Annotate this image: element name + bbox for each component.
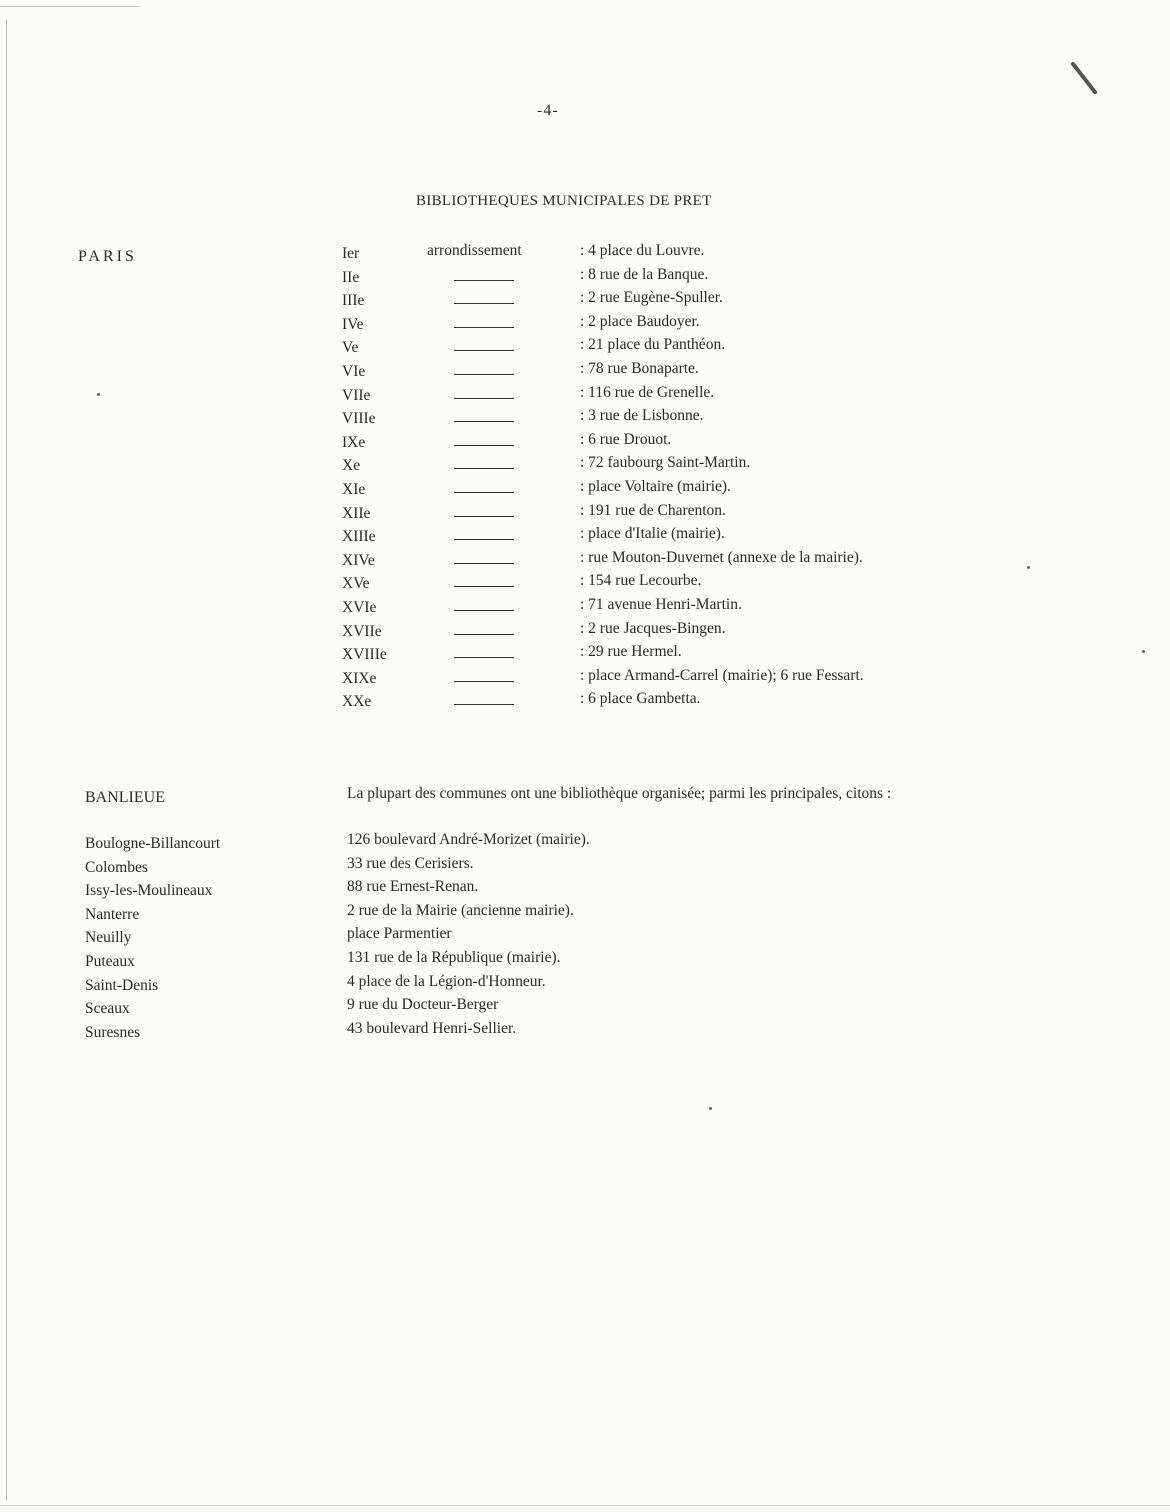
library-address: : place Armand-Carrel (mairie); 6 rue Fessart. <box>580 666 864 684</box>
speck <box>1142 650 1145 653</box>
commune-address: 88 rue Ernest-Renan. <box>347 878 479 896</box>
library-address: : 29 rue Hermel. <box>580 643 682 661</box>
section-label-banlieue: BANLIEUE <box>85 789 165 806</box>
arrondissement-number: IVe <box>342 315 364 333</box>
staple-mark <box>1070 61 1098 95</box>
ditto-line <box>454 492 514 493</box>
library-address: : 71 avenue Henri-Martin. <box>580 595 742 613</box>
arrondissement-number: XIVe <box>342 551 375 569</box>
arrondissement-number: XVe <box>342 575 370 593</box>
arrondissement-number: XIIe <box>342 504 371 522</box>
arrondissement-number: XVIIe <box>342 622 382 640</box>
ditto-line <box>454 445 514 446</box>
arrondissement-number: Xe <box>342 457 361 475</box>
library-address: : 72 faubourg Saint-Martin. <box>580 454 751 472</box>
library-address: : 8 rue de la Banque. <box>580 265 709 283</box>
ditto-line <box>454 350 514 351</box>
ditto-line <box>454 586 514 587</box>
speck <box>97 393 100 396</box>
ditto-line <box>454 681 514 682</box>
commune-address: 4 place de la Légion-d'Honneur. <box>347 972 546 990</box>
ditto-line <box>454 539 514 540</box>
commune-address: 43 boulevard Henri-Sellier. <box>347 1019 517 1037</box>
arrondissement-number: XIe <box>342 480 366 498</box>
arrondissement-number: IXe <box>342 433 366 451</box>
ditto-line <box>454 516 514 517</box>
page-title: BIBLIOTHEQUES MUNICIPALES DE PRET <box>416 193 712 209</box>
speck <box>1027 566 1030 569</box>
arrondissement-number: VIe <box>342 362 366 380</box>
arrondissement-number: XXe <box>342 693 372 711</box>
commune-name: Nanterre <box>85 905 140 923</box>
page-edge-left <box>6 20 7 1500</box>
ditto-line <box>454 327 514 328</box>
library-address: : 2 rue Jacques-Bingen. <box>580 619 726 637</box>
library-address: : 21 place du Panthéon. <box>580 336 726 354</box>
ditto-line <box>454 374 514 375</box>
library-address: : 154 rue Lecourbe. <box>580 572 702 590</box>
arrondissement-number: XVIIIe <box>342 646 387 664</box>
commune-address: 9 rue du Docteur-Berger <box>347 996 499 1014</box>
arrondissement-number: VIIe <box>342 386 371 404</box>
library-address: : rue Mouton-Duvernet (annexe de la mairie). <box>580 548 863 566</box>
arrondissement-word: arrondissement <box>427 242 522 259</box>
ditto-line <box>454 563 514 564</box>
arrondissement-number: VIIIe <box>342 410 376 428</box>
ditto-line <box>454 303 514 304</box>
arrondissement-number: Ve <box>342 339 359 357</box>
library-address: : 3 rue de Lisbonne. <box>580 407 704 425</box>
commune-address: 131 rue de la République (mairie). <box>347 948 561 966</box>
ditto-line <box>454 421 514 422</box>
banlieue-intro: La plupart des communes ont une bibliothèque organisée; parmi les principales, citons : <box>347 785 892 802</box>
commune-name: Suresnes <box>85 1023 141 1041</box>
commune-address-list <box>347 831 590 1043</box>
ditto-line <box>454 468 514 469</box>
commune-name: Colombes <box>85 858 148 876</box>
ditto-line <box>454 610 514 611</box>
library-address: : 2 place Baudoyer. <box>580 312 700 330</box>
arrondissement-number: XIIIe <box>342 528 376 546</box>
commune-address: place Parmentier <box>347 925 452 943</box>
ditto-line <box>454 398 514 399</box>
ditto-line <box>454 704 514 705</box>
library-address: : 6 place Gambetta. <box>580 690 701 708</box>
library-address: : 116 rue de Grenelle. <box>580 383 715 401</box>
ditto-line <box>454 634 514 635</box>
commune-name: Puteaux <box>85 952 135 970</box>
ditto-line <box>454 657 514 658</box>
arrondissement-number: Ier <box>342 245 360 262</box>
commune-name: Issy-les-Moulineaux <box>85 882 213 900</box>
commune-name: Neuilly <box>85 929 132 947</box>
commune-address: 33 rue des Cerisiers. <box>347 854 474 872</box>
library-address: : 191 rue de Charenton. <box>580 501 726 519</box>
commune-name: Boulogne-Billancourt <box>85 835 221 852</box>
arrondissement-number: IIe <box>342 268 360 286</box>
library-address: : place Voltaire (mairie). <box>580 477 731 495</box>
arrondissement-number: XVIe <box>342 598 377 616</box>
section-label-paris: PARIS <box>78 248 137 265</box>
arrondissement-number: XIXe <box>342 669 377 687</box>
commune-list <box>85 835 220 1047</box>
commune-address: 2 rue de la Mairie (ancienne mairie). <box>347 901 574 919</box>
page-number: -4- <box>537 102 559 119</box>
library-address: : 78 rue Bonaparte. <box>580 359 699 377</box>
speck <box>709 1107 712 1110</box>
library-address: : place d'Italie (mairie). <box>580 525 725 543</box>
page-edge-top <box>0 6 140 7</box>
commune-name: Saint-Denis <box>85 976 159 994</box>
ditto-line <box>454 280 514 281</box>
commune-address: 126 boulevard André-Morizet (mairie). <box>347 831 590 848</box>
page-edge-bottom <box>0 1505 1170 1506</box>
library-address: : 6 rue Drouot. <box>580 430 672 448</box>
library-address: : 4 place du Louvre. <box>580 242 705 259</box>
library-address: : 2 rue Eugène-Spuller. <box>580 289 723 307</box>
arrondissement-number: IIIe <box>342 292 365 310</box>
commune-name: Sceaux <box>85 1000 130 1018</box>
